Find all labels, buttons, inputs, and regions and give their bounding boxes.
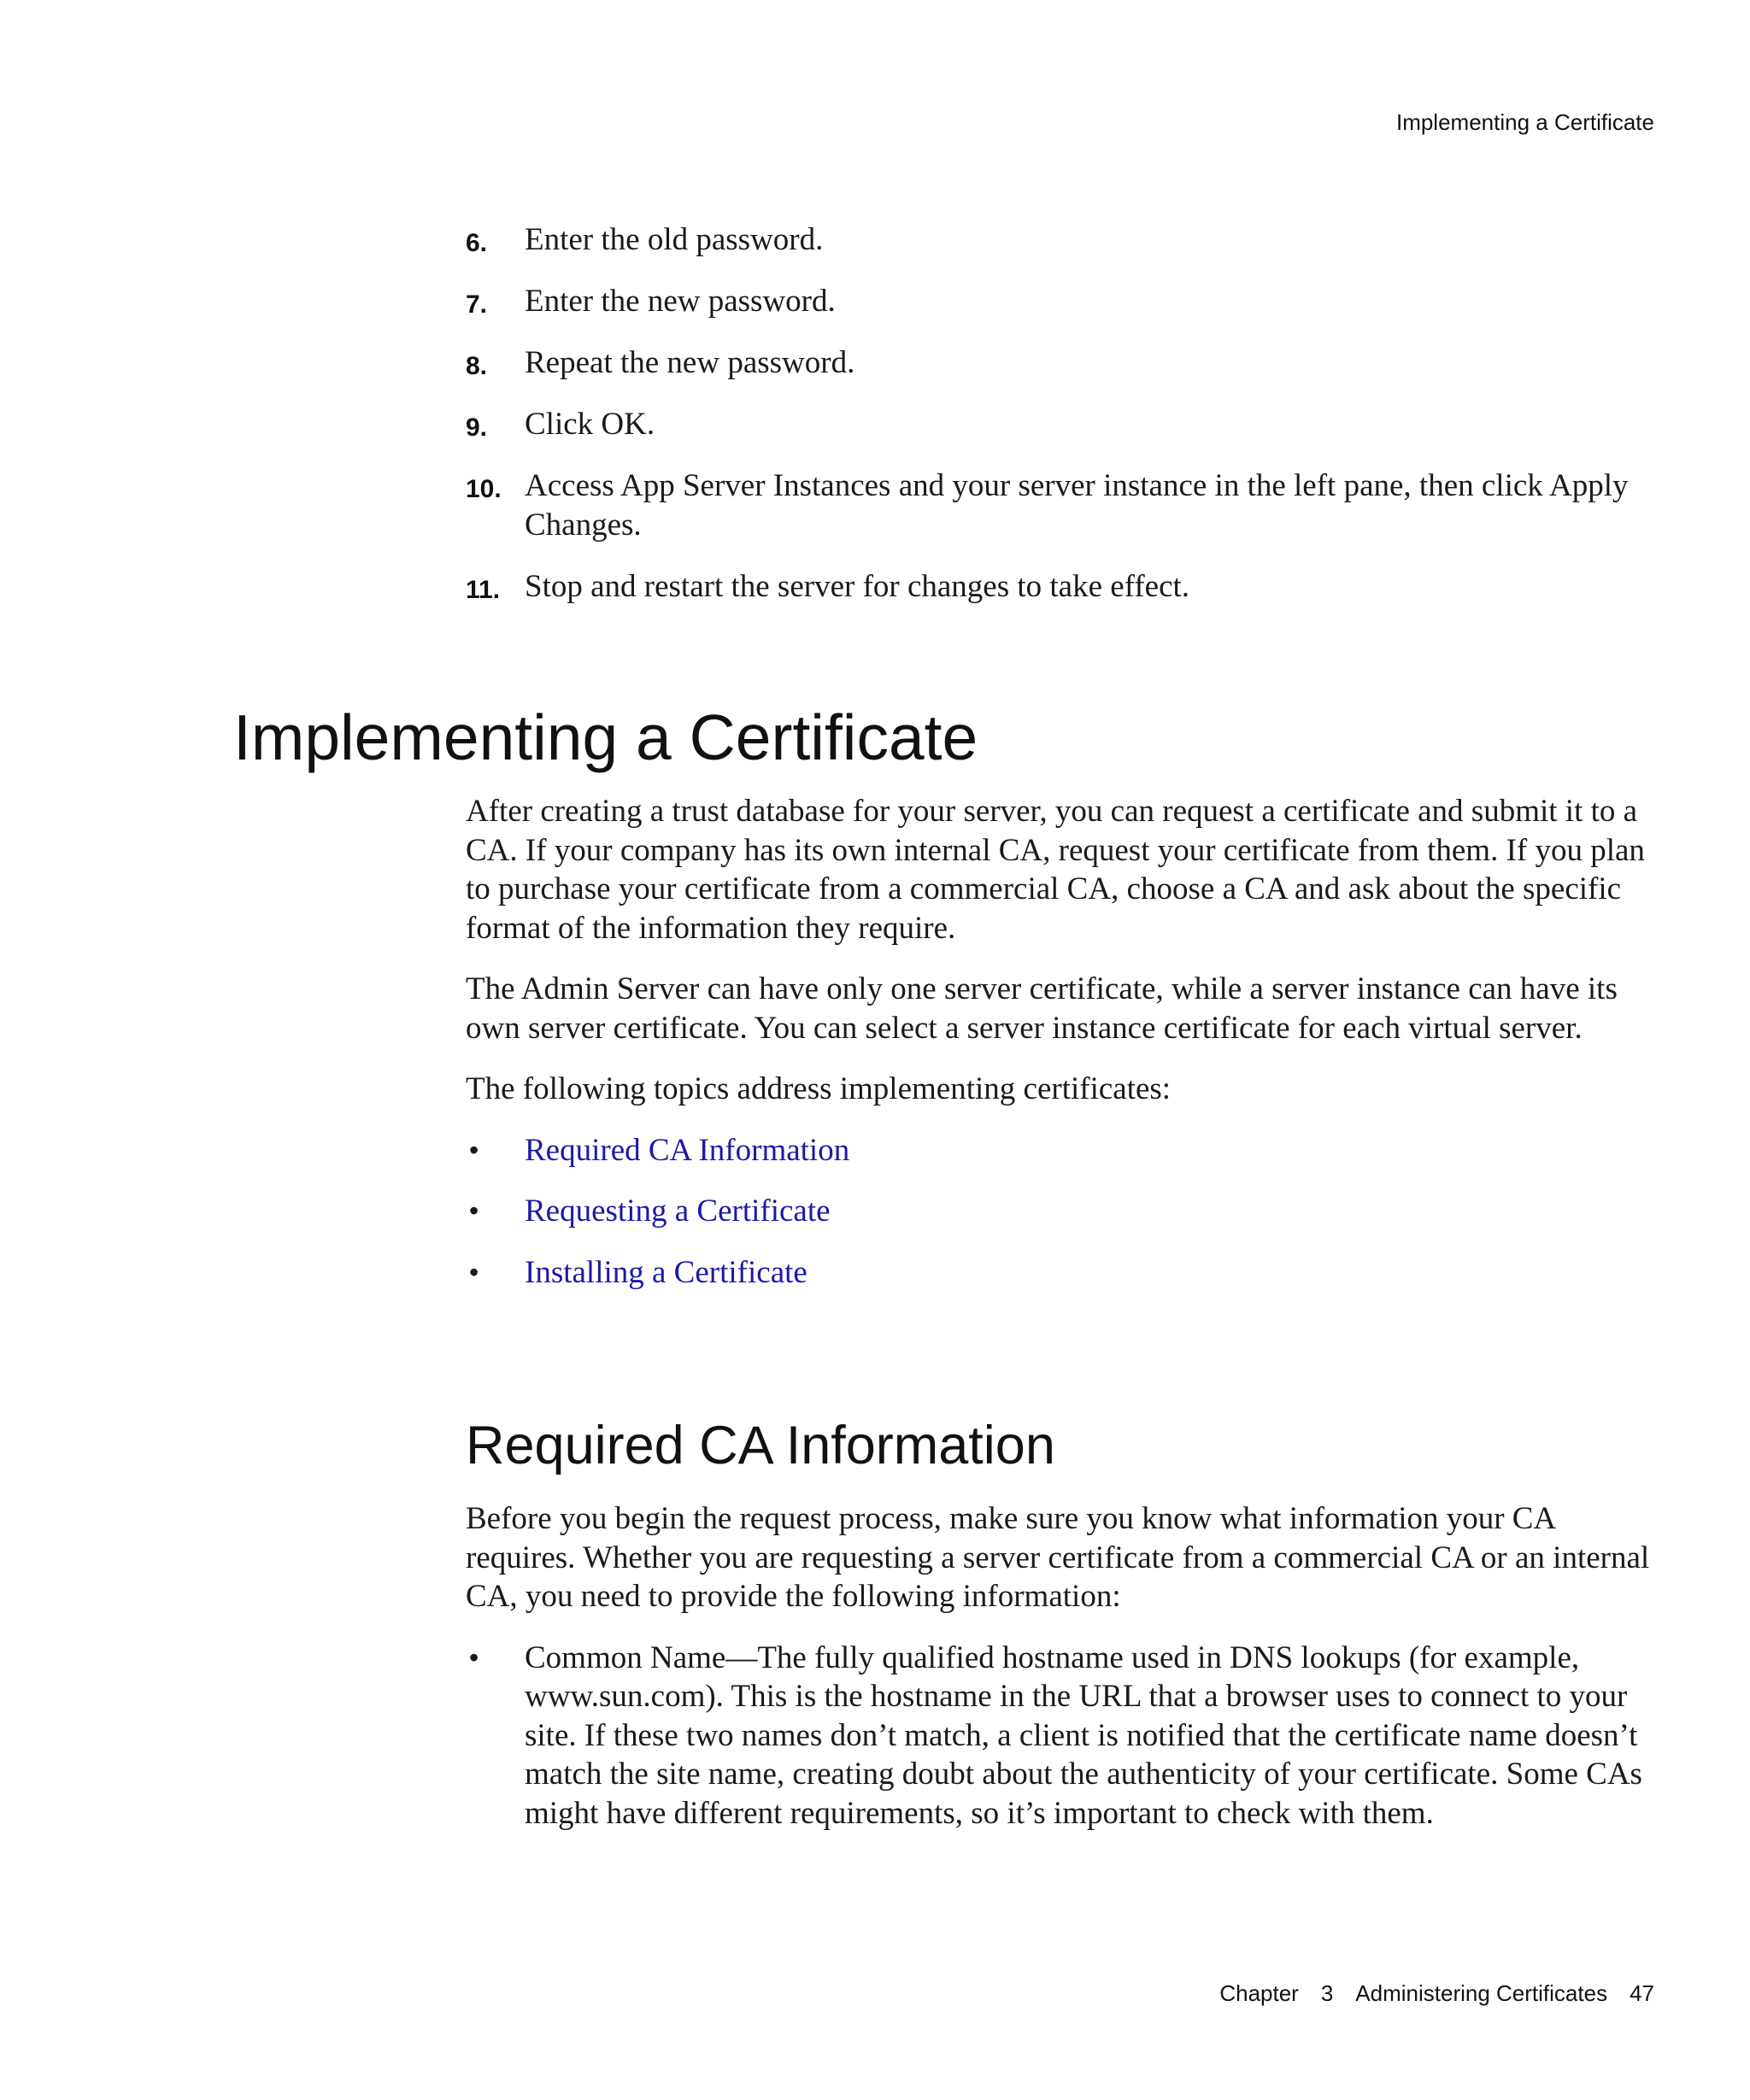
- requirement-list: [466, 1639, 1658, 1833]
- running-header: Implementing a Certificate: [1395, 109, 1654, 135]
- step-text: Access App Server Instances and your server instance in the left pane, then click Apply Changes.: [525, 468, 1629, 543]
- step-number: 6.: [466, 229, 488, 257]
- footer-chapter-title: Administering Certificates: [1355, 1980, 1608, 2006]
- procedure-steps: [466, 220, 1662, 629]
- subsection-body: [466, 1499, 1658, 1855]
- bullet-icon: •: [469, 1256, 479, 1288]
- bullet-icon: •: [469, 1641, 479, 1673]
- step-text: Stop and restart the server for changes to take effect.: [525, 569, 1190, 604]
- step-number: 9.: [466, 414, 488, 442]
- subsection-title: Required CA Information: [466, 1416, 1055, 1475]
- step-item: [466, 282, 1662, 321]
- paragraph: The following topics address implementing certificates:: [466, 1071, 1172, 1106]
- step-number: 8.: [466, 352, 488, 380]
- step-item: [466, 343, 1662, 383]
- link-requesting-a-certificate[interactable]: Requesting a Certificate: [525, 1194, 831, 1229]
- bullet-icon: •: [469, 1195, 479, 1226]
- list-item: [466, 1639, 1658, 1833]
- topic-link-list: [466, 1131, 1658, 1293]
- step-item: [466, 220, 1662, 260]
- step-item: [466, 466, 1662, 545]
- bullet-icon: •: [469, 1134, 479, 1165]
- step-text: Enter the new password.: [525, 284, 836, 319]
- page-footer: [1219, 1980, 1654, 2007]
- list-item: [466, 1253, 1658, 1293]
- step-item: [466, 405, 1662, 444]
- paragraph: The Admin Server can have only one server certificate, while a server instance can have its own server certificate. You can select a server instance certificate for each virtual server.: [466, 971, 1618, 1046]
- footer-chapter-label: Chapter: [1219, 1980, 1299, 2006]
- list-item: [466, 1131, 1658, 1170]
- step-text: Click OK.: [525, 407, 655, 442]
- section-body: [466, 792, 1658, 1314]
- footer-chapter-number: 3: [1320, 1980, 1334, 2006]
- step-text: Enter the old password.: [525, 222, 824, 257]
- step-number: 11.: [466, 576, 501, 604]
- step-number: 7.: [466, 290, 488, 319]
- list-item: [466, 1192, 1658, 1231]
- paragraph: After creating a trust database for your server, you can request a certificate and submit it to a CA. If your company has its own internal CA, request your certificate from them. If you plan to purchase your certificate from a commercial CA, choose a CA and ask about the specific format of the information they require.: [466, 794, 1645, 946]
- list-item-text: Common Name—The fully qualified hostname used in DNS lookups (for example, www.sun.com). This is the hostname in the URL that a browser uses to connect to your site. If these two names don’t match, a client is notified that the certificate name doesn’t match the site name, creating doubt about the authenticity of your certificate. Some CAs might have different requirements, so it’s important to check with them.: [525, 1640, 1642, 1831]
- step-number: 10.: [466, 475, 502, 503]
- section-title: Implementing a Certificate: [233, 701, 978, 773]
- page-number: 47: [1630, 1980, 1654, 2006]
- step-item: [466, 567, 1662, 607]
- link-installing-a-certificate[interactable]: Installing a Certificate: [525, 1254, 807, 1290]
- link-required-ca-information[interactable]: Required CA Information: [525, 1132, 850, 1168]
- paragraph: Before you begin the request process, make sure you know what information your CA requires. Whether you are requesting a server certificate from a commercial CA or an internal CA, you need to provide the following information:: [466, 1501, 1650, 1614]
- step-text: Repeat the new password.: [525, 345, 855, 380]
